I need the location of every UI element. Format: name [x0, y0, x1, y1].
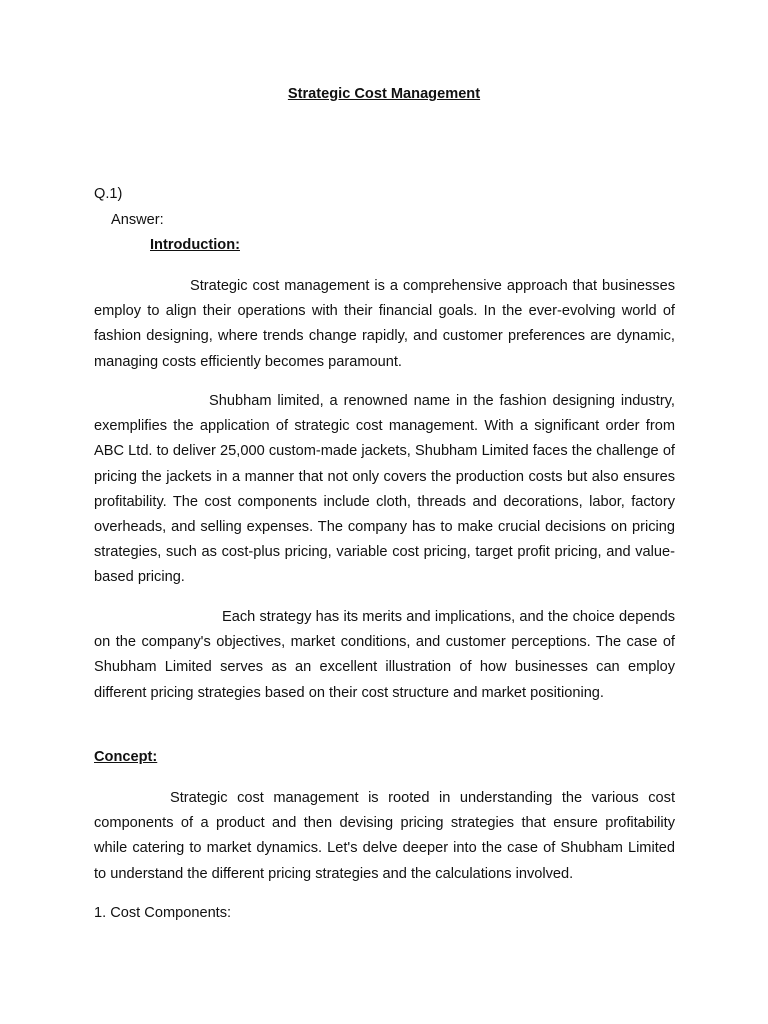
- introduction-paragraph-2: Shubham limited, a renowned name in the fashion designing industry, exemplifies the application of strategic cost management. With a significant order from ABC Ltd. to deliver 25,000 custom-made jackets, Shubham Limited faces the challenge of pricing the jackets in a manner that not only covers the production costs but also ensures profitability. The cost components include cloth, threads and decorations, labor, factory overheads, and selling expenses. The company has to make crucial decisions on pricing strategies, such as cost-plus pricing, variable cost pricing, target profit pricing, and value-based pricing.: [94, 393, 675, 586]
- concept-paragraph: Strategic cost management is rooted in understanding the various cost components of a product and then devising pricing strategies that ensure profitability while catering to market dynamics. Let's delve deeper into the case of Shubham Limited to understand the different pricing strategies and the calculations involved.: [94, 790, 675, 882]
- cost-components-heading: 1. Cost Components:: [94, 905, 232, 921]
- answer-label: Answer:: [111, 212, 164, 228]
- introduction-heading: Introduction:: [150, 237, 240, 253]
- introduction-paragraph-3: Each strategy has its merits and implications, and the choice depends on the company's objectives, market conditions, and customer perceptions. The case of Shubham Limited serves as an excellent illustration of how businesses can employ different pricing strategies based on their cost structure and market positioning.: [94, 609, 675, 701]
- introduction-paragraph-1: Strategic cost management is a comprehensive approach that businesses employ to align their operations with their financial goals. In the ever-evolving world of fashion designing, where trends change rapidly, and customer preferences are dynamic, managing costs efficiently becomes paramount.: [94, 278, 675, 370]
- document-title: Strategic Cost Management: [287, 86, 481, 102]
- question-label: Q.1): [94, 186, 123, 202]
- concept-heading: Concept:: [94, 749, 158, 765]
